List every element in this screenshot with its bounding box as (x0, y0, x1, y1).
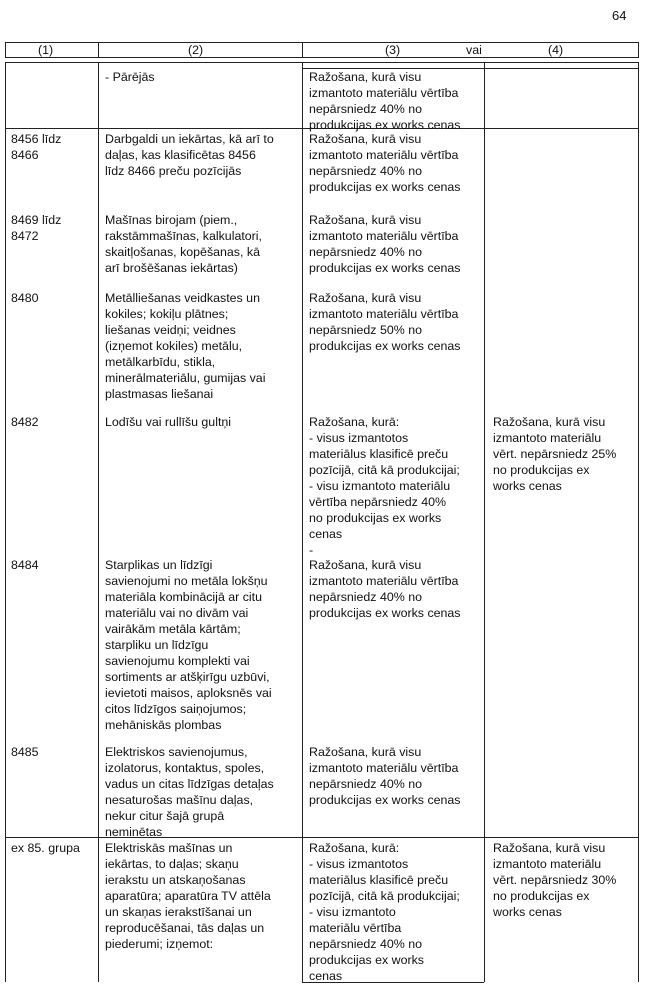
cell-rule3-line: izmantoto materiālu vērtība (309, 574, 459, 588)
cell-rule3-line: vērtība nepārsniedz 40% (309, 495, 447, 509)
cell-rule4-line: works cenas (493, 479, 562, 493)
cell-desc-line: sortiments ar atšķirīgu uzbūvi, (105, 670, 270, 684)
body-rule-top (5, 62, 639, 63)
cell-desc-line: Elektriskos savienojumus, (105, 745, 248, 759)
cell-rule3-line: produkcijas ex works cenas (309, 339, 461, 353)
cell-desc-line: iekārtas, to daļas; skaņu (105, 857, 239, 871)
page-number: 64 (612, 8, 627, 23)
cell-desc-line: izolatorus, kontaktus, spoles, (105, 761, 265, 775)
cell-rule3-line: Ražošana, kurā visu (309, 70, 422, 84)
cell-rule3-line: izmantoto materiālu vērtība (309, 761, 459, 775)
cell-rule3-line: produkcijas ex works cenas (309, 180, 461, 194)
cell-rule4-line: izmantoto materiālu (493, 857, 602, 871)
cell-rule3-line: nepārsniedz 40% no (309, 164, 422, 178)
cell-rule3-line: cenas (309, 969, 343, 983)
cell-desc-line: starpliku un līdzīgu (105, 638, 209, 652)
col-rule-right (638, 62, 639, 982)
cell-rule3-line: produkcijas ex works cenas (309, 118, 461, 132)
cell-desc-line: Metālliešanas veidkastes un (105, 291, 260, 305)
cell-desc-line: vadus un citas līdzīgas detaļas (105, 777, 274, 791)
cell-desc-line: citos līdzīgos saiņojumos; (105, 702, 247, 716)
cell-code-line: 8484 (11, 558, 39, 572)
cell-rule3-line: nepārsniedz 50% no (309, 323, 422, 337)
header-col2: (2) (188, 43, 204, 57)
cell-desc-line: Elektriskās mašīnas un (105, 841, 233, 855)
cell-rule3-line: Ražošana, kurā visu (309, 291, 422, 305)
cell-rule3-line: - (309, 543, 314, 557)
cell-rule3-line: nepārsniedz 40% no (309, 102, 422, 116)
cell-rule4-line: vērt. nepārsniedz 30% (493, 873, 617, 887)
cell-rule3-line: izmantoto materiālu vērtība (309, 86, 459, 100)
cell-rule3-line: no produkcijas ex works (309, 511, 442, 525)
cell-code-line: 8485 (11, 745, 39, 759)
cell-code-line: 8456 līdz (11, 132, 62, 146)
col-rule-left (5, 62, 6, 982)
cell-rule3-line: Ražošana, kurā visu (309, 132, 422, 146)
cell-rule3-line: produkcijas ex works (309, 953, 425, 967)
row-separator (5, 837, 639, 838)
header-col1: (1) (38, 43, 54, 57)
header-col4: (4) (548, 43, 564, 57)
cell-desc-line: neminētas (105, 825, 163, 839)
cell-desc-line: skaitļošanas, kopēšanas, kā (105, 245, 260, 259)
cell-desc-line: metālkarbīdu, stikla, (105, 355, 216, 369)
cell-rule3-line: izmantoto materiālu vērtība (309, 307, 459, 321)
cell-desc-line: līdz 8466 preču pozīcijās (105, 164, 242, 178)
cell-rule3-line: izmantoto materiālu vērtība (309, 229, 459, 243)
cell-rule3-line: Ražošana, kurā visu (309, 213, 422, 227)
cell-rule3-line: produkcijas ex works cenas (309, 606, 461, 620)
cell-rule3-line: Ražošana, kurā: (309, 841, 400, 855)
cell-desc-line: vairākām metāla kārtām; (105, 622, 241, 636)
cell-rule3-line: - visus izmantotos (309, 431, 409, 445)
cell-rule3-line: Ražošana, kurā visu (309, 558, 422, 572)
cell-desc-line: kokiles; kokiļu plātnes; (105, 307, 229, 321)
cell-rule4-line: Ražošana, kurā visu (493, 415, 606, 429)
cell-code-line: 8466 (11, 148, 39, 162)
cell-desc-line: ierakstu un atskaņošanas (105, 873, 246, 887)
cell-rule3-line: materiālu vērtība (309, 921, 402, 935)
cell-rule4-line: izmantoto materiālu (493, 431, 602, 445)
header-divider-2 (302, 42, 303, 57)
cell-rule3-line: - visus izmantotos (309, 857, 409, 871)
cell-code-line: 8472 (11, 229, 39, 243)
cell-rule3-line: nepārsniedz 40% no (309, 590, 422, 604)
cell-rule4-line: works cenas (493, 905, 562, 919)
cell-desc-line: daļas, kas klasificētas 8456 (105, 148, 256, 162)
cell-desc-line: aparatūra; aparatūra TV attēla (105, 889, 271, 903)
cell-desc-line: savienojumi no metāla lokšņu (105, 574, 268, 588)
cell-desc-line: minerālmateriālu, gumijas vai (105, 371, 266, 385)
cell-rule3-line: Ražošana, kurā visu (309, 745, 422, 759)
cell-code-line: 8469 līdz (11, 213, 62, 227)
cell-desc-line: materiāla kombinācijā ar citu (105, 590, 263, 604)
cell-rule3-line: materiālus klasificē preču (309, 873, 449, 887)
cell-desc-line: ievietoti maisos, aploksnēs vai (105, 686, 272, 700)
header-right-rule (638, 42, 639, 57)
header-left-rule (5, 42, 6, 57)
col-rule-1 (98, 62, 99, 982)
cell-rule3-line: - visu izmantoto materiālu (309, 479, 451, 493)
table-top-rule (5, 42, 639, 43)
cell-rule3-line: nepārsniedz 40% no (309, 245, 422, 259)
col-rule-2 (302, 62, 303, 982)
cell-rule4-line: no produkcijas ex (493, 463, 590, 477)
cell-desc-line: Starplikas un līdzīgi (105, 558, 213, 572)
cell-code-line: ex 85. grupa (11, 841, 80, 855)
cell-desc-line: mehāniskās plombas (105, 718, 222, 732)
cell-rule3-line: pozīcijā, citā kā produkcijai; (309, 463, 460, 477)
cell-rule3-line: cenas (309, 527, 343, 541)
cell-desc-line: materiālu vai no divām vai (105, 606, 249, 620)
cell-rule3-line: produkcijas ex works cenas (309, 261, 461, 275)
cell-code-line: 8482 (11, 415, 39, 429)
cell-desc-line: liešanas veidņi; veidnes (105, 323, 236, 337)
cell-desc-line: nekur citur šajā grupā (105, 809, 225, 823)
cell-rule3-line: - visu izmantoto (309, 905, 396, 919)
cell-desc-line: rakstāmmašīnas, kalkulatori, (105, 229, 263, 243)
header-divider-1 (98, 42, 99, 57)
cell-desc-line: (izņemot kokiles) metālu, (105, 339, 243, 353)
header-rule-bottom (5, 57, 639, 58)
cell-rule3-line: nepārsniedz 40% no (309, 937, 422, 951)
cell-rule3-line: pozīcijā, citā kā produkcijai; (309, 889, 460, 903)
cell-desc-line: Mašīnas birojam (piem., (105, 213, 238, 227)
cell-desc-line: plastmasas liešanai (105, 387, 214, 401)
cell-desc-line: piederumi; izņemot: (105, 937, 214, 951)
col-rule-3 (484, 62, 485, 982)
header-col3: (3) (385, 43, 401, 57)
cell-rule3-line: izmantoto materiālu vērtība (309, 148, 459, 162)
cell-desc-line: savienojumu komplekti vai (105, 654, 250, 668)
cell-rule3-line: nepārsniedz 40% no (309, 777, 422, 791)
cell-desc-line: arī brošēšanas iekārtas) (105, 261, 238, 275)
cell-rule4-line: Ražošana, kurā visu (493, 841, 606, 855)
cell-desc-line: Lodīšu vai rullīšu gultņi (105, 415, 232, 429)
cell-rule3-line: materiālus klasificē preču (309, 447, 449, 461)
cell-desc-line: reproducēšanai, tās daļas un (105, 921, 265, 935)
cell-desc-line: un skaņas ierakstīšanai un (105, 905, 252, 919)
header-or: vai (466, 43, 482, 57)
cell-desc-line: - Pārējās (105, 70, 155, 84)
cell-code-line: 8480 (11, 291, 39, 305)
cell-rule4-line: vērt. nepārsniedz 25% (493, 447, 617, 461)
cell-rule4-line: no produkcijas ex (493, 889, 590, 903)
cell-rule3-line: produkcijas ex works cenas (309, 793, 461, 807)
rule4-box-top (484, 68, 638, 69)
cell-rule3-line: Ražošana, kurā: (309, 415, 400, 429)
cell-desc-line: nesaturošas mašīnu daļas, (105, 793, 254, 807)
cell-desc-line: Darbgaldi un iekārtas, kā arī to (105, 132, 274, 146)
